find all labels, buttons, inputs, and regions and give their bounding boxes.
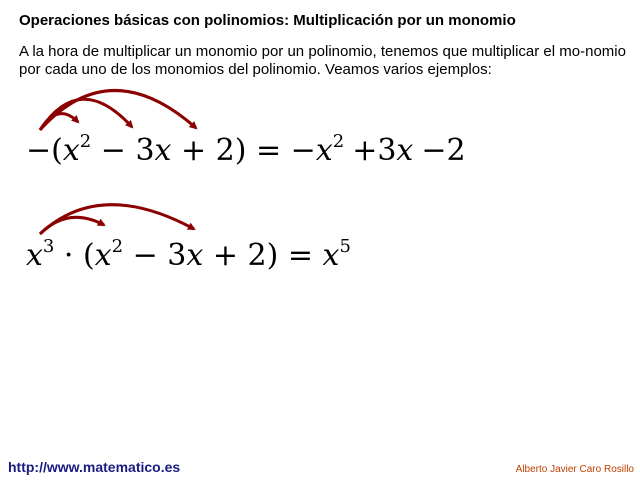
ex2-open-paren: ( [82, 238, 95, 273]
ex2-rhs-x: x [322, 238, 340, 273]
ex1-x-var-2: x [154, 133, 172, 168]
ex1-minus-three: − 3 [91, 133, 155, 168]
ex2-plus-two-close: + 2) [203, 238, 279, 273]
ex1-minus-sign: − [26, 133, 52, 168]
ex1-rhs-minus: − [290, 133, 316, 168]
ex1-open-paren: ( [51, 133, 63, 168]
ex2-x-var-3: x [186, 238, 204, 273]
page-title: Operaciones básicas con polinomios: Multiplicación por un monomio [19, 12, 516, 29]
ex1-arrow-to-minus-3x [40, 99, 132, 130]
ex1-rhs-x: x [315, 133, 333, 168]
ex1-plus-two-close: + 2) [171, 133, 247, 168]
ex2-exponent: 3 [42, 236, 55, 257]
ex1-rhs-minus-two: −2 [421, 133, 466, 168]
website-link[interactable]: http://www.matematico.es [8, 459, 181, 475]
ex2-arrow-to-minus-3x [40, 205, 194, 234]
example-2-equation [26, 238, 351, 274]
ex2-exponent-2: 2 [111, 236, 124, 257]
ex2-rhs-exponent: 5 [339, 236, 351, 257]
ex1-exponent: 2 [79, 131, 92, 152]
ex1-rhs-exponent: 2 [332, 131, 345, 152]
ex2-x-var: x [26, 238, 43, 273]
ex2-dot: · [54, 238, 83, 273]
ex1-rhs-x-2: x [396, 133, 414, 168]
ex2-equals: = [278, 238, 323, 273]
author-credit: Alberto Javier Caro Rosillo [515, 464, 634, 475]
ex2-minus-three: − 3 [123, 238, 187, 273]
ex1-rhs-plus-three: +3 [352, 133, 397, 168]
ex1-equals: = [246, 133, 291, 168]
ex1-arrow-to-plus-2 [40, 90, 196, 130]
ex1-arrow-to-x-squared [40, 114, 78, 130]
ex2-x-var-2: x [94, 238, 112, 273]
example-1-equation [26, 133, 466, 169]
ex2-arrow-to-x-squared [40, 217, 104, 234]
intro-paragraph: A la hora de multiplicar un monomio por un polinomio, tenemos que multiplicar el mo-nomio por cada uno de los monomios del polinomio. Veamos varios ejemplos: [19, 43, 626, 78]
ex1-x-var: x [62, 133, 80, 168]
